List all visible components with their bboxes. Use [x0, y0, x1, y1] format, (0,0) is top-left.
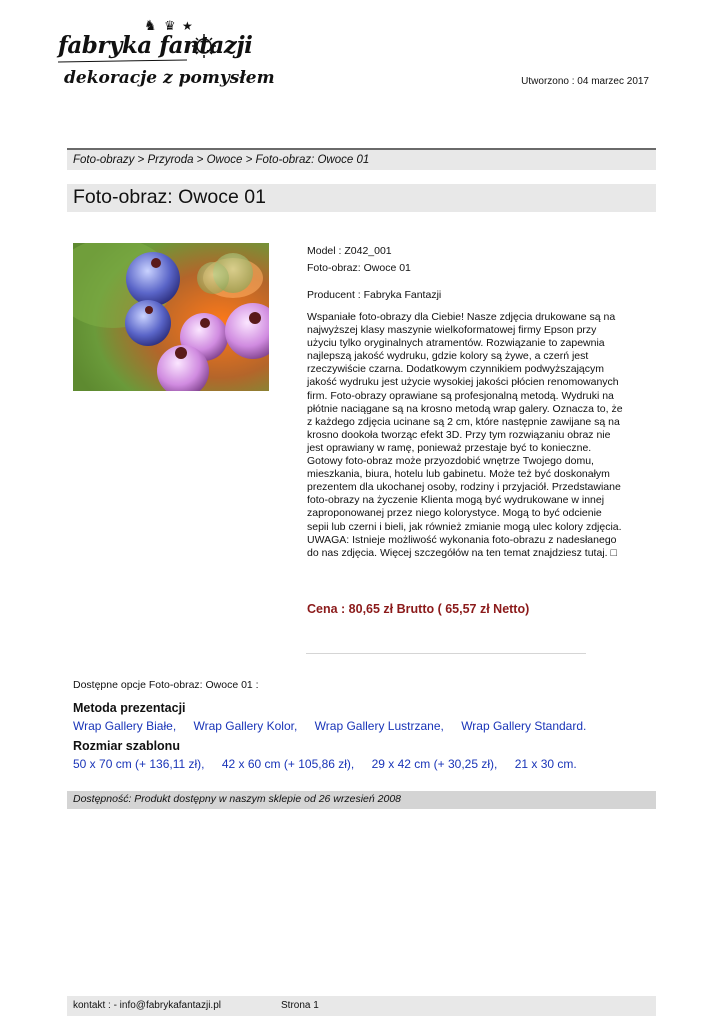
footer — [67, 996, 656, 1016]
option-wrap-gallery-biale[interactable]: Wrap Gallery Białe, — [73, 719, 177, 733]
footer-contact[interactable]: kontakt : - info@fabrykafantazji.pl — [73, 1000, 221, 1011]
size-options — [73, 757, 591, 771]
availability-bar — [67, 791, 656, 809]
product-producer: Producent : Fabryka Fantazji — [307, 289, 442, 301]
option-size-42x60[interactable]: 42 x 60 cm (+ 105,86 zł), — [221, 757, 355, 771]
size-heading: Rozmiar szablonu — [73, 739, 180, 753]
logo-tagline: dekoracje z pomysłem — [64, 68, 275, 88]
product-model: Model : Z042_001 — [307, 245, 392, 257]
option-wrap-gallery-lustrzane[interactable]: Wrap Gallery Lustrzane, — [314, 719, 444, 733]
option-wrap-gallery-standard[interactable]: Wrap Gallery Standard. — [461, 719, 587, 733]
breadcrumb-text[interactable]: Foto-obrazy > Przyroda > Owoce > Foto-obraz: Owoce 01 — [73, 154, 370, 166]
page-title: Foto-obraz: Owoce 01 — [73, 186, 266, 208]
product-name: Foto-obraz: Owoce 01 — [307, 262, 411, 274]
svg-text:♞: ♞ — [144, 17, 157, 33]
page-title-bar — [67, 184, 656, 212]
presentation-options — [73, 719, 600, 733]
svg-text:♛: ♛ — [164, 18, 176, 33]
logo — [52, 14, 275, 104]
product-price: Cena : 80,65 zł Brutto ( 65,57 zł Netto) — [307, 602, 530, 616]
footer-page-number: Strona 1 — [281, 1000, 319, 1011]
options-intro: Dostępne opcje Foto-obraz: Owoce 01 : — [73, 679, 259, 691]
created-date: Utworzono : 04 marzec 2017 — [521, 76, 649, 87]
option-size-29x42[interactable]: 29 x 42 cm (+ 30,25 zł), — [371, 757, 498, 771]
product-image — [73, 243, 269, 391]
presentation-heading: Metoda prezentacji — [73, 701, 186, 715]
option-size-50x70[interactable]: 50 x 70 cm (+ 136,11 zł), — [73, 757, 205, 771]
logo-decoration-icon — [52, 14, 242, 104]
svg-text:★: ★ — [182, 19, 193, 33]
divider — [306, 653, 586, 654]
logo-title: fabryka fantazji — [58, 32, 253, 59]
availability-text: Dostępność: Produkt dostępny w naszym sklepie od 26 wrzesień 2008 — [73, 793, 402, 805]
breadcrumb — [67, 148, 656, 170]
option-wrap-gallery-kolor[interactable]: Wrap Gallery Kolor, — [193, 719, 298, 733]
product-description: Wspaniałe foto-obrazy dla Ciebie! Nasze zdjęcia drukowane są na najwyższej klasy maszynie wielkoformatowej firmy Epson przy użyciu tylko oryginalnych atramentów. Rozwiązanie to zapewnia najlepszą jakość wydruku, gdzie kolory są żywe, a czerń jest rzeczywiście czarna. Dodatkowym czynnikiem podwyższającym jakość wydruku jest użycie wysokiej jakości płócien renomowanych firm. Foto-obrazy oprawiane są profesjonalną metodą. Wydruki na płótnie naciągane są na krosno metodą wrap galery. Oznacza to, że z każdego zdjęcia ucinane są 2 cm, które następnie zawijane są na krosno dookoła tworząc efekt 3D. Przy tym rozwiązaniu obraz nie jest oprawiany w ramę, ponieważ przestaje być to konieczne. Gotowy foto-obraz może przyozdobić wnętrze Twojego domu, mieszkania, biura, hotelu lub gabinetu. Może też być doskonałym prezentem dla ukochanej osoby, rodziny i przyjaciół. Przedstawiane foto-obrazy na życzenie Klienta mogą być wydrukowane w innej zaproponowanej przez niego kolorystyce. Mogą to być odcienie sepii lub czerni i bieli, jak również zmianie mogą ulec kolory zdjęcia. UWAGA: Istnieje możliwość wykonania foto-obrazu z nadesłanego do nas zdjęcia. Więcej szczegółów na ten temat znajdziesz tutaj. □ — [307, 311, 623, 559]
option-size-21x30[interactable]: 21 x 30 cm. — [514, 757, 577, 771]
